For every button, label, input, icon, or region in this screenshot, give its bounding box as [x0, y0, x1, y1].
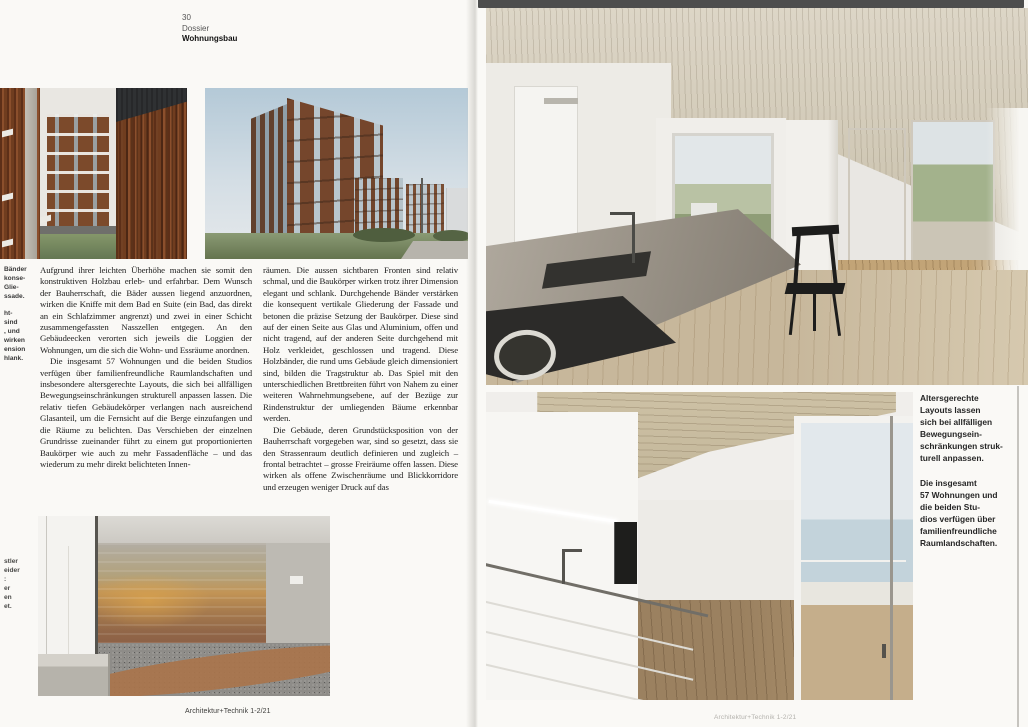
caption-line: Die insgesamt [920, 478, 977, 488]
margin-note-line: konse- [4, 275, 26, 282]
margin-note-line: et. [4, 603, 12, 610]
faucet [562, 550, 565, 584]
margin-note-fragment-group [0, 265, 38, 301]
page-header [182, 13, 237, 45]
lawn [40, 234, 116, 259]
footer-right: Architektur+Technik 1-2/21 [714, 714, 797, 721]
chair [786, 226, 850, 338]
margin-note-line: wirken [4, 337, 25, 344]
margin-note-line: er [4, 585, 11, 592]
photo-living-room [486, 8, 1028, 385]
wood-slats-shade [116, 88, 187, 259]
faucet-spout [610, 212, 635, 215]
margin-note-line: Glie- [4, 284, 19, 291]
paragraph: Die insgesamt 57 Wohnungen und die beiden Studios verfügen über familienfreundliche Raumlandschaften und insbesondere altersgerechte Layouts, die sich bei allfälligen Bewegungseinschränkungen strukturell anpassen lassen. Die relativ tiefen Gebäudekörper verlangen nach ausreichend Glasanteil, um die Fernsicht auf die Berge einzufangen und die Räume zu belichten. Das Verschieben der einzelnen Grundrisse zueinander führt zu einem gut proportionierten Baukörper wie auch zu mehr Fassadenfläche – und das wiederum zu mehr direkt belichteten Innen- [40, 356, 252, 469]
photo-facade-closeup [0, 88, 187, 259]
caption-line: Layouts lassen [920, 405, 981, 415]
margin-note-line: Bänder [4, 266, 27, 273]
margin-note-line: en [4, 594, 12, 601]
bush [353, 228, 415, 242]
margin-note-line: : [4, 576, 7, 583]
street-lamp [421, 178, 423, 236]
caption-line: dios verfügen über [920, 514, 996, 524]
margin-note-line: , und [4, 328, 20, 335]
concrete-wall [266, 543, 330, 646]
wall-sign [290, 576, 303, 584]
faucet [632, 213, 635, 263]
photo-hall-mural [38, 516, 330, 696]
building-3 [406, 184, 444, 236]
margin-note-line: sind [4, 319, 18, 326]
caption-line: Bewegungsein- [920, 429, 982, 439]
concrete-column [25, 88, 37, 259]
paragraph: Aufgrund ihrer leichten Überhöhe machen sie somit den konstruktiven Holzbau erleb- und erfahrbar. Dem Wunsch der Bauherrschaft, die Bäder aussen liegend anzuordnen, wirken die Kniffe mit dem Bad en Suite (ein Bad, das direkt an ein Schlafzimmer angrenzt) und zwei in einer Schicht zusammengefassten Nasszellen entgegen. An den Gebäudeecken verorten sich jeweils die Loggien der Wohnungen, um die sich die Wohn- und Essräume anordnen. [40, 265, 252, 355]
article-body [40, 265, 458, 493]
chair-leg [813, 293, 816, 331]
chair-post [828, 231, 838, 286]
facade-opening [40, 88, 116, 259]
door-handle [882, 644, 886, 658]
concrete-bench [38, 654, 110, 696]
page-edge-line [1017, 386, 1019, 727]
photo-kitchen [486, 392, 913, 700]
margin-note-line: ssade. [4, 293, 25, 300]
footer-left: Architektur+Technik 1-2/21 [185, 708, 271, 715]
paragraph: Die Gebäude, deren Grundstücksposition von der Bauherrschaft vorgegeben war, sind so gesetzt, dass sie den Strassenraum deutlich definieren und zugleich – frontal betrachtet – grosse Freiräume offen lassen. Diese wirken als offene Zwischenräume und Blickkorridore und erzeugen weniger Druck auf das [263, 424, 458, 492]
page-number: 30 [182, 13, 191, 22]
header-title: Wohnungsbau [182, 34, 238, 43]
mural-wall [98, 543, 266, 643]
text-column-1 [40, 265, 252, 493]
margin-note-line: ension [4, 346, 26, 353]
loggia-window [848, 128, 906, 264]
glass-door-lake-view [794, 416, 913, 700]
facade-fin [2, 129, 13, 138]
building-left-face [251, 104, 287, 251]
caption-line: Raumlandschaften. [920, 538, 998, 548]
chair-leg [832, 292, 841, 336]
faucet-spout [562, 549, 582, 552]
path [40, 226, 116, 234]
caption-line: schränkungen struk- [920, 441, 1003, 451]
caption-line: 57 Wohnungen und [920, 490, 998, 500]
margin-note-line: stler [4, 558, 18, 565]
built-in-oven [614, 522, 637, 584]
margin-note-line: eider [4, 567, 20, 574]
caption-line: familienfreundliche [920, 526, 997, 536]
facade-fin [2, 239, 13, 248]
margin-note-line: ht- [4, 310, 13, 317]
margin-note-fragment-group [0, 557, 38, 611]
header-kicker: Dossier [182, 23, 210, 33]
photo-caption-1 [920, 392, 1012, 464]
caption-line: Altersgerechte [920, 393, 979, 403]
paragraph: räumen. Die aussen sichtbaren Fronten sind relativ schmal, und die Baukörper wirken trotz ihrer Dimension elegant und schlank. Durchgehende Bänder verstärken die konsequent vertikale Gliederung der Fassade und betonen die präzise Setzung der Baukörper. Diese sind auf der einen Seite aus Glas und Aluminium, offen und nicht tragend, auf der anderen Seite durchgehend mit Holz verkleidet, geschlossen und tragend. Diese Holzbänder, die rund ums Gebäude gleich dimensioniert sind, bilden die Tragstruktur ab. Das Spiel mit den unterschiedlichen Brettbreiten führt von Nahem zu einer weiteren Wahrnehmungsebene, auf der Bezüge zur Rindenstruktur der umliegenden Bäume erkennbar werden. [263, 265, 458, 424]
chair-leg [789, 293, 796, 335]
chair-post [793, 232, 801, 288]
caption-line: turell anpassen. [920, 453, 984, 463]
page-gutter [458, 0, 478, 727]
background-building [47, 114, 109, 228]
vent-slot [544, 98, 578, 104]
text-column-2 [263, 265, 458, 493]
scan-edge-bar [478, 0, 1024, 8]
door-frame [890, 416, 893, 700]
caption-line: die beiden Stu- [920, 502, 981, 512]
caption-line: sich bei allfälligen [920, 417, 993, 427]
photo-buildings-exterior [205, 88, 468, 259]
photo-caption-2 [920, 477, 1012, 549]
facade-fin [2, 193, 13, 202]
loggia-window [911, 120, 995, 266]
building-2 [355, 178, 403, 235]
margin-note-line: hlank. [4, 355, 24, 362]
margin-note-fragment-group [0, 309, 38, 363]
